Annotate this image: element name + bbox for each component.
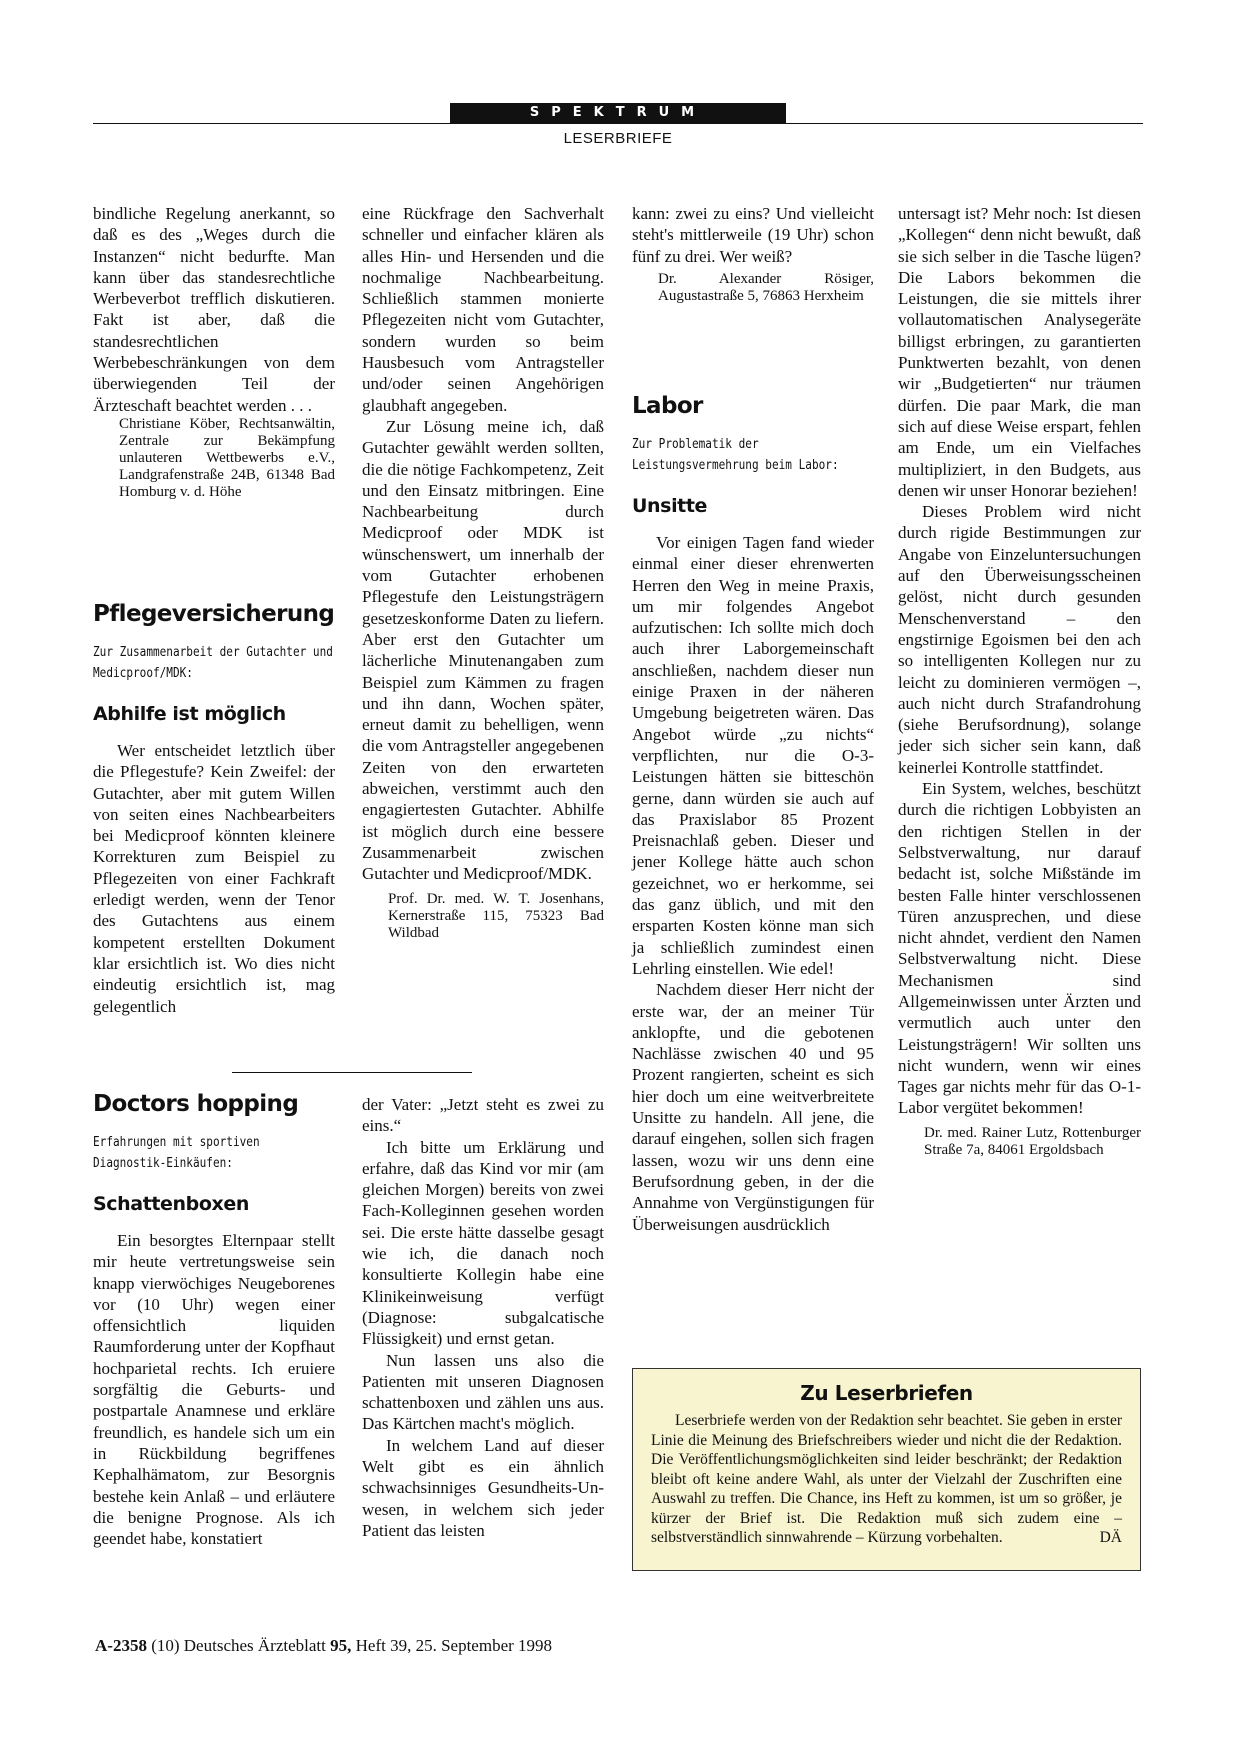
col1-top <box>93 203 335 501</box>
doctors-text-col1: Ein besorgtes Elternpaar stellt mir heute vertretungsweise sein knapp vierwöchiges Neugeborenes vor (10 Uhr) wegen einer offensichtlich liquiden Raumforderung unter der Kopfhaut hochparietal rechts. Ich eruiere sorgfältig die Geburts- und postpartale Anamnese und erkläre freundlich, es handele sich um ein in Rückbildung begriffenes Kephalhämatom, zur Besorgnis bestehe kein Anlaß – und erläutere die benigne Prognose. Als ich geendet habe, konstatiert <box>93 1231 335 1549</box>
labor-text-col4-p3: Ein System, welches, beschützt durch die richtigen Lobbyisten an den richtigen Stellen in der Selbstverwaltung, nur darauf bedacht ist, solche Mißstände im besten Falle hinter verschlossenen Türen anzusprechen, und diese nicht ahndet, verdient den Namen Selbstverwaltung nicht. Diese Mechanismen sind Allgemeinwissen unter Ärzten und vermutlich auch unter den Leistungsträgern! Wir sollten uns nicht wundern, wenn wir eines Tages gar nichts mehr für das O-1-Labor vergütet bekommen! <box>898 779 1141 1118</box>
doctors-col1 <box>93 1090 335 1549</box>
info-box-sign: DÄ <box>1099 1529 1122 1546</box>
issue-date: Heft 39, 25. September 1998 <box>355 1636 553 1655</box>
pflege-col2 <box>362 203 604 942</box>
info-box-title: Zu Leserbriefen <box>800 1381 973 1405</box>
labor-text-col4-p2: Dieses Problem wird nicht durch rigide Bestimmungen zur Angabe von Einzeluntersuchungen auf den Überweisungsscheinen gelöst, nicht durch gesunden Menschenverstand – den engstirnige Egoismen bei den ach so intelligenten Kollegen nur zu leicht zu dominieren vermögen –, auch nicht durch Strafandrohung (siehe Berufsordnung), solange jeder sich sicher sein kann, daß keinerlei Kontrolle stattfindet. <box>898 502 1141 777</box>
info-box-text: Leserbriefe werden von der Redaktion sehr beachtet. Sie geben in erster Linie die Meinung des Briefschreibers wieder und nicht die der Redaktion. Die Veröffentlichungsmöglichkeiten sind leider beschränkt; der Redaktion bleibt oft keine andere Wahl, als unter der Vielzahl der Zuschriften eine Auswahl zu treffen. Die Chance, ins Heft zu kommen, ist um so größer, je kürzer der Brief ist. Die Redaktion muß sich zudem eine – selbstverständlich sinnwahrende – Kürzung vorbehalten. <box>651 1412 1122 1546</box>
labor-text-col4-p1: untersagt ist? Mehr noch: Ist diesen „Kollegen“ denn nicht bewußt, daß sie sich selber in die Tasche lügen? Die Labors bekommen die Leistungen, die sie mittels ihrer vollautomatischen Analysegeräte billigst erbringen, zu garantierten Punktwerten bezahlt, von denen wir „Budgetierten“ nur träumen dürfen. Die paar Mark, die man sich auf diese Weise erspart, fehlen am Ende, um ein Vielfaches multipliziert, in den Budgets, aus denen wir unser Honorar beziehen! <box>898 204 1141 500</box>
doctors-text-col2-p1: der Vater: „Jetzt steht es zwei zu eins.“ <box>362 1095 604 1136</box>
pflege-col1 <box>93 600 335 1017</box>
page-number: (10) <box>151 1636 180 1655</box>
labor-text-col3-p1: Vor einigen Tagen fand wieder einmal einer dieser ehrenwerten Herren den Weg in meine Praxis, um mir folgendes Angebot aufzutischen: Ich sollte mich doch auch ihrer Laborgemeinschaft anschließen, nachdem dieser nun einige Praxen in der näheren Umgebung beigetreten wären. Das Angebot würde „zu nichts“ verpflichten, nur die O-3-Leistungen hätten sie bitteschön gerne, dann würden sie auch auf das Praxislabor 85 Prozent Preisnachlaß geben. Dieser und jener Kollege hätte auch schon gezeichnet, wo er herkomme, sei das ganz üblich, und mit den ersparten Kosten könne man sich ja schließlich zumindest einen Lehrling einstellen. Wie edel! <box>632 533 874 978</box>
subheading-schattenboxen: Schattenboxen <box>93 1193 249 1215</box>
signature-roesiger: Dr. Alexander Rösiger, Augustastraße 5, 76863 Herxheim <box>658 270 874 304</box>
section-intro-doctors: Erfahrungen mit sportiven Diagnostik-Einkäufen: <box>93 1134 260 1171</box>
subheading-unsitte: Unsitte <box>632 495 708 517</box>
doctors-text-col3: kann: zwei zu eins? Und vielleicht steht's mittlerweile (19 Uhr) schon fünf zu drei. Wer weiß? <box>632 204 874 266</box>
pflege-text-col1: Wer entscheidet letztlich über die Pflegestufe? Kein Zweifel: der Gutachter, aber mit gutem Willen von seiten eines Nachbearbeiters bei Medicproof könnten kleinere Korrekturen zum Beispiel zu Pflegezeiten von einer Fachkraft erledigt werden, wenn der Tenor des Gutachtens aus einem kompetent erstellten Dokument klar ersichtlich ist. Wo dies nicht eindeutig ersichtlich ist, mag gelegentlich <box>93 741 335 1016</box>
section-intro-labor: Zur Problematik der Leistungsvermehrung beim Labor: <box>632 436 839 473</box>
doctors-col3 <box>632 203 874 305</box>
page-footer <box>95 1636 552 1656</box>
header-rule <box>93 123 1143 124</box>
doctors-text-col2-p3: Nun lassen uns also die Patienten mit unseren Diagnosen schattenboxen und zählen uns aus. Das Kärtchen macht's möglich. <box>362 1350 604 1434</box>
signature-koeber: Christiane Köber, Rechtsanwältin, Zentrale zur Bekämpfung unlauteren Wettbewerbs e.V., Landgrafenstraße 24B, 61348 Bad Homburg v. d. Höhe <box>119 415 335 500</box>
doctors-text-col2-p4: In welchem Land auf dieser Welt gibt es ein ähnlich schwachsinniges Gesundheits-Un-wesen, in welchem sich jeder Patient das leisten <box>362 1435 604 1540</box>
volume-number: 95, <box>330 1636 352 1655</box>
labor-col3 <box>632 392 874 1235</box>
pflege-text-col2-p2: Zur Lösung meine ich, daß Gutachter gewählt werden sollten, die die nötige Fachkompetenz, Zeit und den Einsatz mitbringen. Eine Nachbearbeitung durch Medicproof oder MDK ist wünschenswert, um innerhalb der vom Gutachter erhobenen Pflegestufe den Leistungsträgern gesetzeskonforme Daten zu liefern. Aber erst den Gutachter um lächerliche Minutenangaben zum Beispiel zum Kämmen zu fragen und ihn dann, Wochen später, erneut damit zu behelligen, wenn die vom Antragsteller angegebenen Zeiten von den erwarteten abweichen, verstimmt auch den engagiertesten Gutachter. Abhilfe ist möglich durch eine bessere Zusammenarbeit zwischen Gutachter und Medicproof/MDK. <box>362 416 604 884</box>
info-box-leserbriefe <box>632 1368 1141 1571</box>
journal-name: Deutsches Ärzteblatt <box>183 1636 326 1655</box>
section-band: SPEKTRUM <box>450 103 786 123</box>
labor-text-col3-p2: Nachdem dieser Herr nicht der erste war, der an meiner Tür anklopfte, und die gebotenen Nachlässe zwischen 40 und 95 Prozent rangierten, scheint es sich hier doch um eine weitverbreitete Unsitte zu handeln. All jene, die darauf eingehen, sollen sich fragen lassen, wozu wir uns denn eine Berufsordnung geben, in der die Annahme von Vergünstigungen für Überweisungen ausdrücklich <box>632 980 874 1234</box>
section-heading-pflege: Pflegeversicherung <box>93 601 335 627</box>
signature-lutz: Dr. med. Rainer Lutz, Rottenburger Straße 7a, 84061 Ergoldsbach <box>924 1124 1141 1158</box>
page-code: A-2358 <box>95 1636 147 1655</box>
section-divider <box>232 1072 472 1073</box>
signature-josenhans: Prof. Dr. med. W. T. Josenhans, Kernerstraße 115, 75323 Bad Wildbad <box>388 890 604 941</box>
labor-col4 <box>898 203 1141 1159</box>
section-heading-labor: Labor <box>632 393 703 419</box>
subheading-abhilfe: Abhilfe ist möglich <box>93 703 286 725</box>
subsection-title: LESERBRIEFE <box>563 130 673 147</box>
section-intro-pflege: Zur Zusammenarbeit der Gutachter und Medicproof/MDK: <box>93 644 333 681</box>
letter-continuation: bindliche Regelung anerkannt, so daß es des „Weges durch die Instanzen“ nicht bedurfte. Man kann über das standesrechtliche Werbeverbot trefflich diskutieren. Fakt ist aber, daß die standesrechtlichen Werbebeschränkungen von dem überwiegenden Teil der Ärzteschaft beachtet werden . . . <box>93 204 335 415</box>
section-heading-doctors: Doctors hopping <box>93 1091 299 1117</box>
pflege-text-col2-p1: eine Rückfrage den Sachverhalt schneller und einfacher klären als alles Hin- und Hersenden und die nochmalige Nachbearbeitung. Schließlich stammen monierte Pflegezeiten nicht vom Gutachter, sondern wurden so beim Hausbesuch vom Antragsteller und/oder seinen Angehörigen glaubhaft angegeben. <box>362 204 604 415</box>
doctors-col2 <box>362 1094 604 1541</box>
doctors-text-col2-p2: Ich bitte um Erklärung und erfahre, daß das Kind vor mir (am gleichen Morgen) bereits von zwei Fach-Kolleginnen gesehen worden sei. Die erste hätte dasselbe gesagt wie ich, die danach noch konsultierte Kollegin habe eine Klinikeinweisung verfügt (Diagnose: subgalcatische Flüssigkeit) und ernst getan. <box>362 1137 604 1349</box>
